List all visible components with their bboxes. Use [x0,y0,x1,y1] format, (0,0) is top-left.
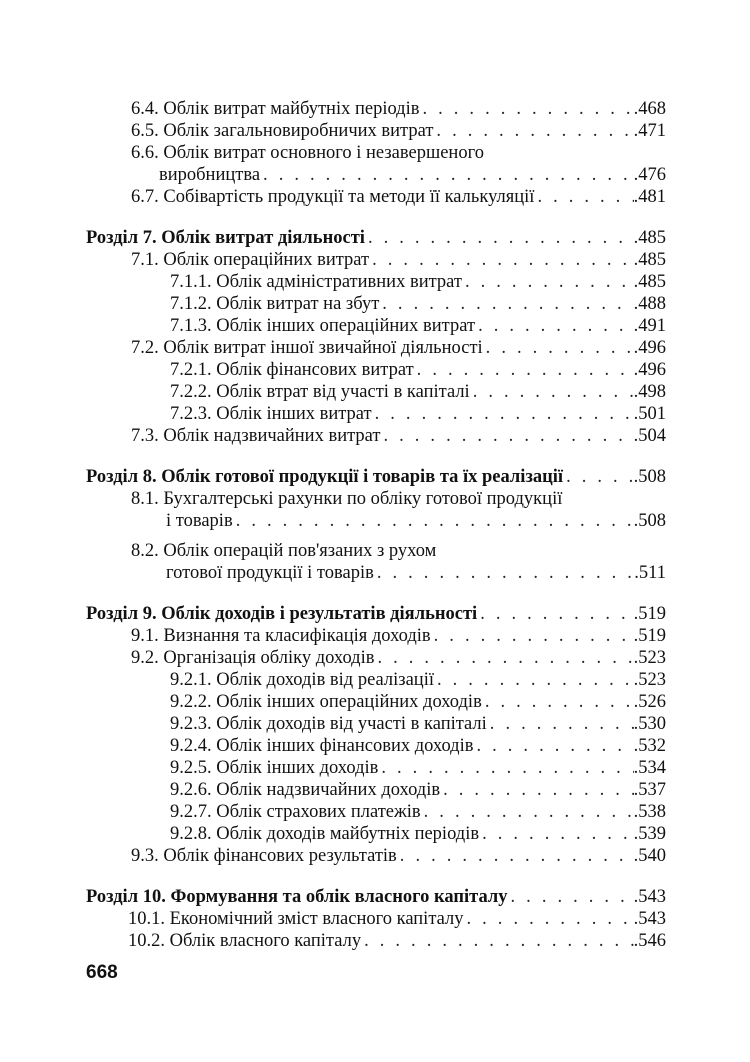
dot-leader [482,691,634,713]
toc-entry-page: .538 [633,802,666,822]
toc-entry-page: .496 [633,360,666,380]
toc-entry-title: 9.1. Визнання та класифікація доходів [131,626,431,646]
toc-entry-page: .471 [633,121,666,141]
toc-entry-title: 9.2.1. Облік доходів від реалізації [170,670,434,690]
toc-entry [86,488,666,510]
toc-entry-page: .485 [633,272,666,292]
dot-leader [378,757,633,779]
toc-entry-title: і товарів [166,511,233,531]
toc-entry-page: .540 [633,846,666,866]
dot-leader [374,562,634,584]
dot-leader [369,249,634,271]
toc-entry-title: 6.6. Облік витрат основного і незавершеного [131,143,484,163]
toc-entry-title: 6.5. Облік загальновиробничих витрат [131,121,434,141]
toc-entry-page: .504 [633,426,666,446]
dot-leader [434,669,634,691]
toc-entry-title: 7.1. Облік операційних витрат [131,250,370,270]
toc-entry-page: .508 [633,467,666,487]
dot-leader [483,337,634,359]
toc-entry [86,908,666,930]
toc-entry-page: .530 [633,714,666,734]
toc-subentry [86,293,666,315]
toc-subentry [86,403,666,425]
toc-entry [86,337,666,359]
toc-subentry [86,691,666,713]
toc-entry-continuation [86,510,666,532]
toc-entry-title: 7.3. Облік надзвичайних витрат [131,426,381,446]
toc-entry-title: Розділ 9. Облік доходів і результатів діяльності [86,604,478,624]
toc-entry [86,142,666,164]
toc-entry-title: 9.2.6. Облік надзвичайних доходів [170,780,441,800]
table-of-contents [86,98,666,952]
toc-subentry [86,713,666,735]
toc-entry-title: Розділ 10. Формування та облік власного капіталу [86,887,508,907]
toc-entry-title: 9.2.4. Облік інших фінансових доходів [170,736,474,756]
toc-chapter [86,603,666,625]
toc-entry-title: 9.2.7. Облік страхових платежів [170,802,421,822]
toc-entry-page: .491 [633,316,666,336]
toc-entry [86,647,666,669]
dot-leader [433,120,633,142]
toc-entry-page: .532 [633,736,666,756]
toc-entry-title: виробництва [159,165,261,185]
toc-entry-title: 9.2.2. Облік інших операційних доходів [170,692,482,712]
dot-leader [462,271,634,293]
toc-entry-continuation [86,164,666,186]
toc-entry [86,186,666,208]
dot-leader [260,164,634,186]
toc-entry-title: 6.7. Собівартість продукції та методи її калькуляції [131,187,535,207]
dot-leader [397,845,634,867]
toc-entry-page: .534 [633,758,666,778]
toc-entry-title: готової продукції і товарів [166,563,374,583]
toc-entry-title: 6.4. Облік витрат майбутніх періодів [131,99,420,119]
toc-entry-page: .519 [633,626,666,646]
dot-leader [414,359,634,381]
page-number: 668 [86,962,118,983]
dot-leader [431,625,634,647]
toc-entry [86,845,666,867]
dot-leader [372,403,634,425]
toc-entry-title: 8.2. Облік операцій пов'язаних з рухом [131,541,437,561]
toc-subentry [86,669,666,691]
dot-leader [563,466,634,488]
toc-entry [86,425,666,447]
dot-leader [233,510,634,532]
toc-entry [86,625,666,647]
toc-entry-page: .508 [633,511,666,531]
dot-leader [380,425,633,447]
dot-leader [534,186,633,208]
dot-leader [475,315,634,337]
dot-leader [419,98,633,120]
dot-leader [470,381,634,403]
toc-entry-page: .496 [633,338,666,358]
toc-entry-title: 9.2. Організація обліку доходів [131,648,375,668]
toc-entry-page: .546 [633,931,666,951]
toc-entry-page: .523 [633,648,666,668]
dot-leader [477,603,633,625]
toc-subentry [86,779,666,801]
toc-entry-title: 9.2.8. Облік доходів майбутніх періодів [170,824,480,844]
toc-entry [86,120,666,142]
toc-subentry [86,315,666,337]
dot-leader [421,801,634,823]
toc-entry-page: .539 [633,824,666,844]
toc-entry-title: 10.1. Економічний зміст власного капіталу [128,909,464,929]
dot-leader [508,886,634,908]
toc-entry-title: 7.1.1. Облік адміністративних витрат [170,272,462,292]
toc-entry-title: 7.2. Облік витрат іншої звичайної діяльності [131,338,483,358]
toc-entry-title: 10.2. Облік власного капіталу [128,931,362,951]
toc-entry-title: Розділ 7. Облік витрат діяльності [86,228,365,248]
toc-entry-page: .468 [633,99,666,119]
toc-entry [86,98,666,120]
toc-entry [86,540,666,562]
toc-chapter [86,466,666,488]
toc-entry-page: .498 [633,382,666,402]
dot-leader [440,779,634,801]
toc-entry-page: .485 [633,250,666,270]
toc-entry-title: 7.2.3. Облік інших витрат [170,404,372,424]
toc-entry-page: .488 [633,294,666,314]
dot-leader [479,823,634,845]
toc-entry-page: .519 [633,604,666,624]
dot-leader [487,713,634,735]
toc-entry-page: .543 [633,887,666,907]
toc-entry-page: .481 [633,187,666,207]
toc-entry-page: .476 [633,165,666,185]
dot-leader [473,735,633,757]
toc-subentry [86,359,666,381]
toc-subentry [86,823,666,845]
toc-entry-title: 8.1. Бухгалтерські рахунки по обліку готової продукції [131,489,563,509]
dot-leader [464,908,634,930]
toc-entry-page: .511 [634,563,666,583]
toc-entry-page: .485 [633,228,666,248]
dot-leader [365,227,634,249]
toc-entry-page: .523 [633,670,666,690]
toc-chapter [86,227,666,249]
toc-entry-title: Розділ 8. Облік готової продукції і товарів та їх реалізації [86,467,564,487]
toc-entry-title: 7.2.1. Облік фінансових витрат [170,360,414,380]
toc-entry-title: 9.2.3. Облік доходів від участі в капіталі [170,714,487,734]
toc-entry-page: .501 [633,404,666,424]
toc-entry-page: .543 [633,909,666,929]
toc-entry [86,249,666,271]
toc-subentry [86,735,666,757]
toc-chapter [86,886,666,908]
toc-subentry [86,801,666,823]
dot-leader [361,930,634,952]
toc-entry-continuation [86,562,666,584]
toc-entry-title: 7.2.2. Облік втрат від участі в капіталі [170,382,470,402]
toc-entry-title: 9.2.5. Облік інших доходів [170,758,379,778]
dot-leader [374,647,633,669]
toc-subentry [86,757,666,779]
toc-entry-page: .526 [633,692,666,712]
toc-entry-page: .537 [633,780,666,800]
toc-entry-title: 9.3. Облік фінансових результатів [131,846,397,866]
toc-subentry [86,381,666,403]
toc-entry [86,930,666,952]
toc-entry-title: 7.1.3. Облік інших операційних витрат [170,316,476,336]
toc-subentry [86,271,666,293]
dot-leader [379,293,633,315]
toc-entry-title: 7.1.2. Облік витрат на збут [170,294,380,314]
